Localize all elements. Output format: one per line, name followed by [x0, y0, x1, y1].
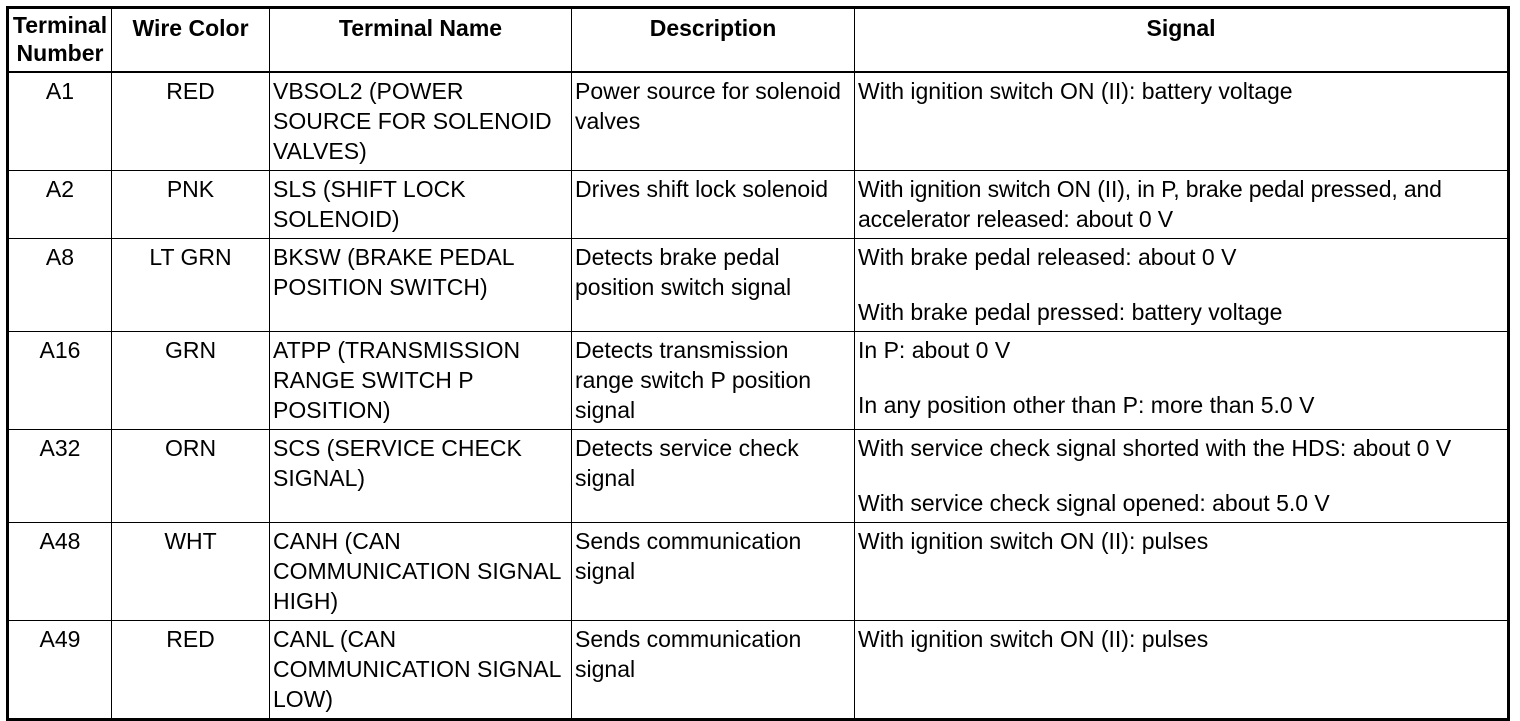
cell-description: Sends communication signal — [572, 621, 855, 720]
cell-wire-color: RED — [112, 621, 270, 720]
header-row — [8, 8, 1509, 73]
table-row — [8, 239, 1509, 332]
cell-signal — [855, 430, 1509, 523]
cell-wire-color: WHT — [112, 523, 270, 621]
cell-wire-color: LT GRN — [112, 239, 270, 332]
cell-wire-color: GRN — [112, 332, 270, 430]
cell-terminal-number: A32 — [8, 430, 112, 523]
table-row — [8, 430, 1509, 523]
cell-wire-color: PNK — [112, 171, 270, 239]
signal-spacer — [858, 463, 1504, 488]
table-row — [8, 523, 1509, 621]
cell-description: Detects brake pedal position switch signal — [572, 239, 855, 332]
cell-terminal-name: SCS (SERVICE CHECK SIGNAL) — [270, 430, 572, 523]
cell-signal — [855, 171, 1509, 239]
cell-signal — [855, 72, 1509, 171]
cell-terminal-name: CANH (CAN COMMUNICATION SIGNAL HIGH) — [270, 523, 572, 621]
signal-condition: With ignition switch ON (II): pulses — [858, 626, 1209, 652]
table-header — [8, 8, 1509, 73]
cell-terminal-number: A16 — [8, 332, 112, 430]
table-row — [8, 72, 1509, 171]
terminal-table — [6, 6, 1510, 721]
signal-condition: With brake pedal released: about 0 V — [858, 244, 1237, 270]
cell-description: Power source for solenoid valves — [572, 72, 855, 171]
cell-terminal-number: A8 — [8, 239, 112, 332]
cell-description: Sends communication signal — [572, 523, 855, 621]
cell-signal — [855, 621, 1509, 720]
signal-condition: In any position other than P: more than 5.0 V — [858, 392, 1315, 418]
signal-condition: With service check signal opened: about 5.0 V — [858, 490, 1330, 516]
table-row — [8, 621, 1509, 720]
cell-terminal-name: ATPP (TRANSMISSION RANGE SWITCH P POSITION) — [270, 332, 572, 430]
cell-signal — [855, 239, 1509, 332]
cell-wire-color: RED — [112, 72, 270, 171]
signal-condition: With ignition switch ON (II): battery voltage — [858, 78, 1293, 104]
cell-terminal-name: BKSW (BRAKE PEDAL POSITION SWITCH) — [270, 239, 572, 332]
header-signal: Signal — [855, 8, 1509, 73]
cell-terminal-name: SLS (SHIFT LOCK SOLENOID) — [270, 171, 572, 239]
header-terminal-number: Terminal Number — [8, 8, 112, 73]
cell-wire-color: ORN — [112, 430, 270, 523]
table-row — [8, 171, 1509, 239]
signal-spacer — [858, 272, 1504, 297]
header-description: Description — [572, 8, 855, 73]
header-wire-color: Wire Color — [112, 8, 270, 73]
cell-terminal-number: A49 — [8, 621, 112, 720]
cell-description: Detects service check signal — [572, 430, 855, 523]
table-body — [8, 72, 1509, 720]
signal-condition: With ignition switch ON (II): pulses — [858, 528, 1209, 554]
cell-terminal-number: A1 — [8, 72, 112, 171]
signal-condition: With brake pedal pressed: battery voltage — [858, 299, 1283, 325]
signal-condition: With service check signal shorted with the HDS: about 0 V — [858, 435, 1452, 461]
signal-condition: With ignition switch ON (II), in P, brake pedal pressed, and accelerator released: about 0 V — [858, 176, 1442, 232]
cell-signal — [855, 523, 1509, 621]
cell-description: Drives shift lock solenoid — [572, 171, 855, 239]
cell-terminal-name: VBSOL2 (POWER SOURCE FOR SOLENOID VALVES) — [270, 72, 572, 171]
cell-terminal-name: CANL (CAN COMMUNICATION SIGNAL LOW) — [270, 621, 572, 720]
signal-spacer — [858, 365, 1504, 390]
cell-description: Detects transmission range switch P position signal — [572, 332, 855, 430]
cell-terminal-number: A48 — [8, 523, 112, 621]
header-terminal-name: Terminal Name — [270, 8, 572, 73]
cell-terminal-number: A2 — [8, 171, 112, 239]
table-row — [8, 332, 1509, 430]
signal-condition: In P: about 0 V — [858, 337, 1011, 363]
cell-signal — [855, 332, 1509, 430]
